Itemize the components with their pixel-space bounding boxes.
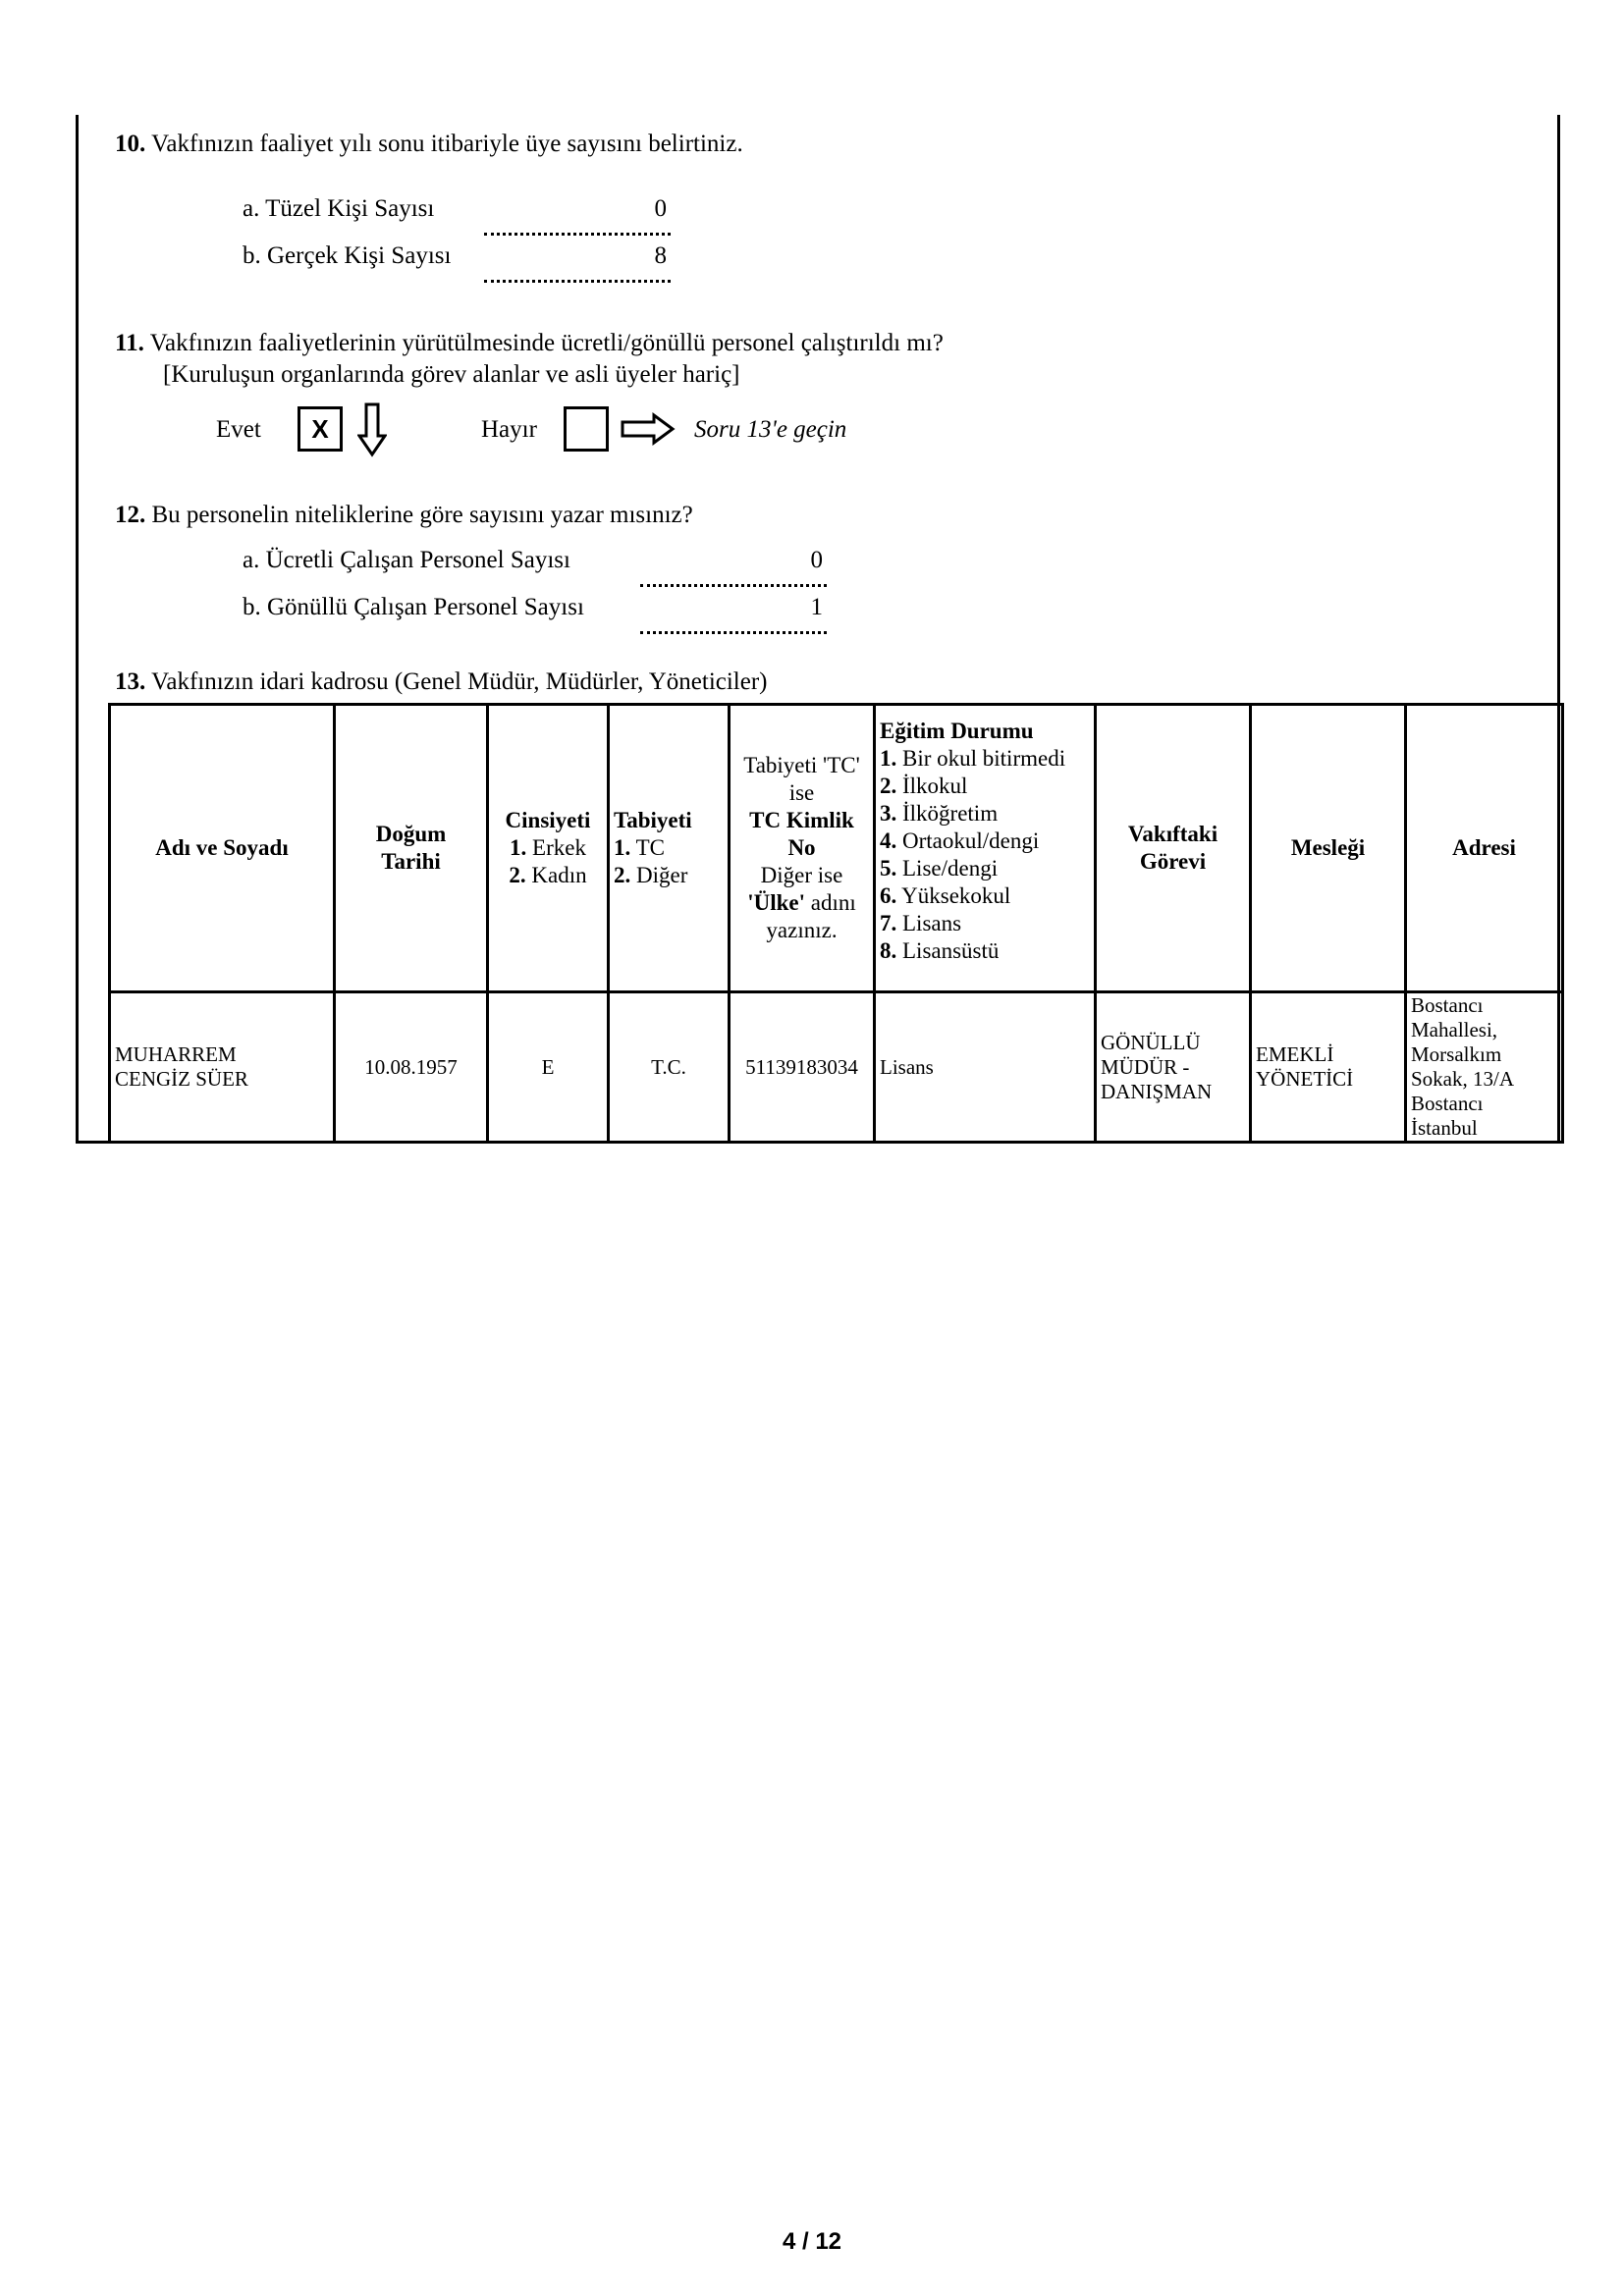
q10-a-value[interactable]: 0 bbox=[484, 194, 671, 236]
page-number: 4 / 12 bbox=[782, 2228, 842, 2255]
q12-b-value[interactable]: 1 bbox=[640, 593, 827, 634]
table-row bbox=[110, 992, 1563, 1143]
admin-staff-table bbox=[108, 703, 1564, 1144]
header-birth-date: Doğum Tarihi bbox=[335, 705, 488, 992]
no-checkbox[interactable] bbox=[564, 406, 609, 452]
header-nationality: Tabiyeti 1. TC 2. Diğer bbox=[609, 705, 730, 992]
header-name: Adı ve Soyadı bbox=[110, 705, 335, 992]
cell-address: Bostancı Mahallesi, Morsalkım Sokak, 13/A Bostancı İstanbul bbox=[1406, 992, 1563, 1143]
question-11-number: 11. bbox=[115, 330, 144, 356]
question-10-number: 10. bbox=[115, 131, 146, 157]
header-id-number: Tabiyeti 'TC' ise TC Kimlik No Diğer ise 'Ülke' adını yazınız. bbox=[730, 705, 875, 992]
q10-b-value[interactable]: 8 bbox=[484, 241, 671, 283]
header-role: Vakıftaki Görevi bbox=[1096, 705, 1251, 992]
cell-occupation: EMEKLİ YÖNETİCİ bbox=[1251, 992, 1406, 1143]
header-address: Adresi bbox=[1406, 705, 1563, 992]
q10-a-label: a. Tüzel Kişi Sayısı bbox=[243, 195, 435, 222]
question-12 bbox=[115, 501, 693, 530]
header-occupation: Mesleği bbox=[1251, 705, 1406, 992]
question-13 bbox=[115, 667, 768, 697]
q12-b-label: b. Gönüllü Çalışan Personel Sayısı bbox=[243, 594, 584, 620]
yes-checkbox[interactable]: X bbox=[298, 406, 343, 452]
yes-label: Evet bbox=[216, 416, 261, 443]
cell-id-number: 51139183034 bbox=[730, 992, 875, 1143]
question-11-note: [Kuruluşun organlarında görev alanlar ve asli üyeler hariç] bbox=[163, 361, 740, 388]
table-header-row bbox=[110, 705, 1563, 992]
question-13-text: Vakfınızın idari kadrosu (Genel Müdür, Müdürler, Yöneticiler) bbox=[151, 668, 768, 695]
cell-gender: E bbox=[488, 992, 609, 1143]
no-label: Hayır bbox=[481, 416, 537, 443]
q12-a-label: a. Ücretli Çalışan Personel Sayısı bbox=[243, 547, 570, 573]
header-education: Eğitim Durumu 1. Bir okul bitirmedi 2. İlkokul 3. İlköğretim 4. Ortaokul/dengi 5. Lise/dengi 6. Yüksekokul 7. Lisans 8. Lisansüstü bbox=[875, 705, 1096, 992]
arrow-right-icon bbox=[621, 412, 676, 446]
question-11 bbox=[115, 329, 944, 358]
q12-a-value[interactable]: 0 bbox=[640, 546, 827, 587]
cell-birth-date: 10.08.1957 bbox=[335, 992, 488, 1143]
header-gender: Cinsiyeti 1. Erkek 2. Kadın bbox=[488, 705, 609, 992]
cell-role: GÖNÜLLÜ MÜDÜR - DANIŞMAN bbox=[1096, 992, 1251, 1143]
cell-nationality: T.C. bbox=[609, 992, 730, 1143]
question-11-text: Vakfınızın faaliyetlerinin yürütülmesinde ücretli/gönüllü personel çalıştırıldı mı? bbox=[149, 330, 944, 356]
arrow-down-icon bbox=[357, 402, 387, 457]
question-12-text: Bu personelin niteliklerine göre sayısını yazar mısınız? bbox=[151, 502, 693, 528]
question-10-text: Vakfınızın faaliyet yılı sonu itibariyle üye sayısını belirtiniz. bbox=[151, 131, 743, 157]
skip-note: Soru 13'e geçin bbox=[694, 416, 847, 443]
q10-b-label: b. Gerçek Kişi Sayısı bbox=[243, 242, 452, 269]
question-13-number: 13. bbox=[115, 668, 146, 695]
question-12-number: 12. bbox=[115, 502, 146, 528]
cell-education: Lisans bbox=[875, 992, 1096, 1143]
cell-name: MUHARREM CENGİZ SÜER bbox=[110, 992, 335, 1143]
question-10 bbox=[115, 130, 743, 159]
